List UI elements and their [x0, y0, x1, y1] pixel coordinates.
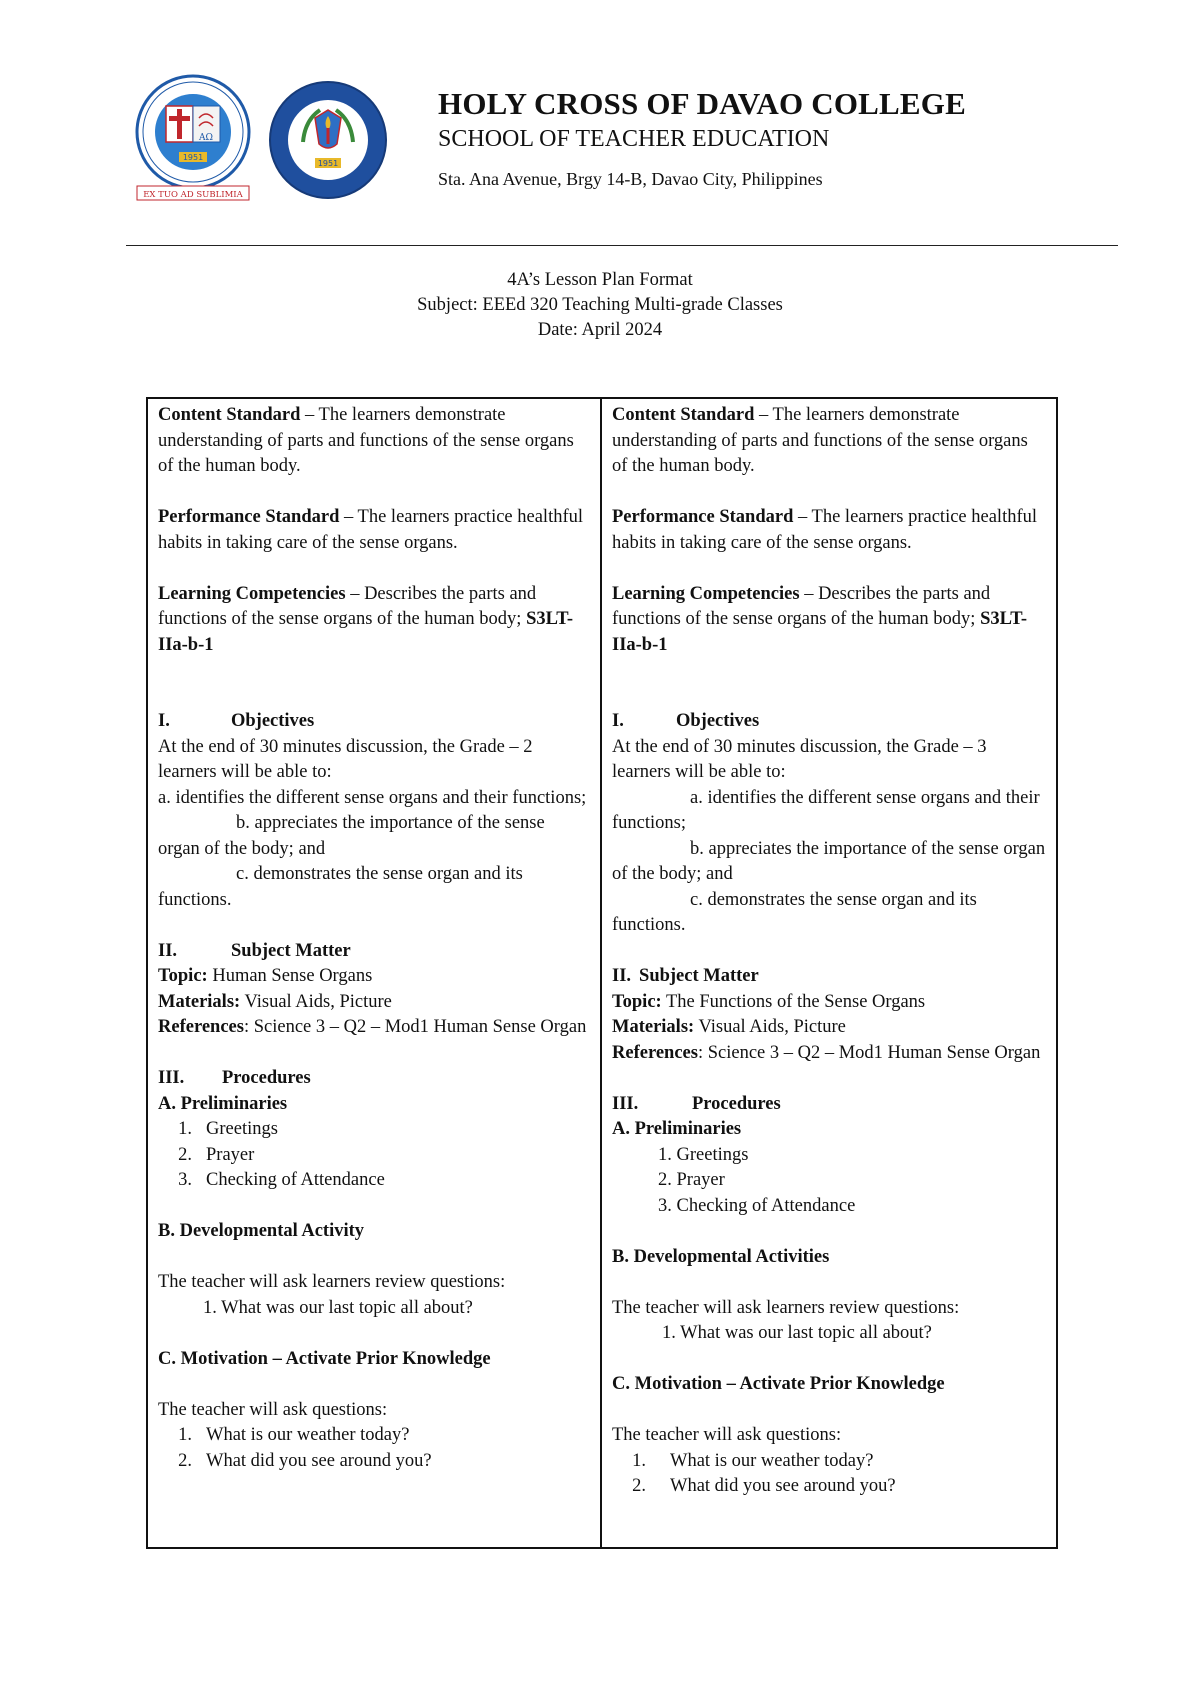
list-text: What is our weather today? [670, 1450, 874, 1471]
materials-value: Visual Aids, Picture [240, 991, 392, 1012]
list-item [158, 1423, 590, 1449]
learning-competencies-text: – Describes the parts and functions of the sense organs of the human body; [158, 583, 537, 629]
references [158, 1015, 590, 1041]
learning-competencies-label: Learning Competencies [612, 583, 800, 604]
list-number: 2. [178, 1144, 192, 1165]
competency-code: S3LT-IIa-b-1 [158, 609, 574, 655]
plan-format: 4A’s Lesson Plan Format [507, 270, 693, 290]
topic [158, 964, 590, 990]
objective-c: c. demonstrates the sense organ and its functions. [158, 864, 523, 910]
list-item: 3. Checking of Attendance [658, 1195, 856, 1216]
developmental-text: The teacher will ask learners review questions: [158, 1272, 506, 1292]
list-item [612, 1474, 1046, 1500]
objectives-title: Objectives [676, 711, 760, 731]
learning-competencies [612, 582, 1046, 659]
subject-matter-heading [158, 939, 590, 965]
list-number: 1. [632, 1450, 646, 1471]
procedures-number: III. [158, 1068, 185, 1088]
review-question: 1. What was our last topic all about? [203, 1297, 473, 1318]
grade-2-column [148, 399, 602, 1547]
references-label: References [612, 1042, 698, 1063]
references-label: References [158, 1017, 244, 1037]
learning-competencies [158, 582, 590, 659]
list-number: 1. [178, 1119, 192, 1139]
motivation-title: C. Motivation – Activate Prior Knowledge [612, 1374, 945, 1394]
college-name: HOLY CROSS OF DAVAO COLLEGE [438, 86, 966, 121]
objectives-heading [612, 709, 1046, 735]
logo1-alpha-omega: AΩ [199, 133, 213, 143]
list-text: What is our weather today? [206, 1425, 410, 1445]
topic-label: Topic: [158, 966, 208, 986]
teacher-education-seal-logo [265, 80, 391, 200]
objectives-heading [158, 709, 590, 735]
procedures-number: III. [612, 1093, 639, 1114]
list-text: What did you see around you? [206, 1450, 432, 1471]
topic-label: Topic: [612, 991, 662, 1012]
motivation-heading [612, 1372, 1046, 1398]
objective-a: a. identifies the different sense organs and their functions; [612, 787, 1040, 833]
developmental-text: The teacher will ask learners review questions: [612, 1297, 960, 1318]
subject-matter-number: II. [612, 966, 632, 986]
motivation-title: C. Motivation – Activate Prior Knowledge [158, 1348, 491, 1369]
plan-subject: Subject: EEEd 320 Teaching Multi-grade Classes [417, 295, 783, 315]
preliminaries-heading [612, 1117, 1046, 1143]
list-item [158, 1143, 590, 1169]
procedures-heading [158, 1066, 590, 1092]
letterhead [438, 84, 966, 190]
list-text: Prayer [206, 1144, 255, 1165]
content-standard-label: Content Standard [612, 405, 755, 425]
list-text: What did you see around you? [670, 1476, 896, 1496]
list-number: 1. [178, 1425, 192, 1445]
list-item: 1. Greetings [658, 1144, 749, 1165]
logo1-year: 1951 [182, 153, 204, 162]
learning-competencies-label: Learning Competencies [158, 583, 346, 604]
references-value: : Science 3 – Q2 – Mod1 Human Sense Organ [697, 1042, 1041, 1063]
grade-3-column [602, 399, 1056, 1547]
motivation-heading [158, 1347, 590, 1373]
topic-value: The Functions of the Sense Organs [661, 991, 926, 1012]
subject-matter-title: Subject Matter [639, 966, 759, 986]
objective-b: b. appreciates the importance of the sense organ of the body; and [612, 838, 1046, 884]
references-value: : Science 3 – Q2 – Mod1 Human Sense Organ [243, 1017, 587, 1037]
procedures-title: Procedures [222, 1068, 311, 1088]
plan-header [0, 268, 1200, 343]
competency-code: S3LT-IIa-b-1 [612, 609, 1028, 655]
review-question: 1. What was our last topic all about? [662, 1323, 932, 1343]
materials [158, 990, 590, 1016]
subject-matter-number: II. [158, 940, 178, 961]
preliminaries-title: A. Preliminaries [612, 1119, 742, 1139]
list-number: 3. [178, 1170, 192, 1190]
list-number: 2. [632, 1476, 646, 1496]
objective-b: b. appreciates the importance of the sense organ of the body; and [158, 813, 545, 859]
learning-competencies-text: – Describes the parts and functions of the sense organs of the human body; [612, 583, 991, 629]
subject-matter-heading [612, 964, 1046, 990]
objectives-intro: At the end of 30 minutes discussion, the Grade – 3 learners will be able to: [612, 736, 987, 782]
logo2-year: 1951 [317, 159, 339, 168]
topic-value: Human Sense Organs [207, 966, 373, 986]
content-standard [612, 403, 1046, 480]
developmental-heading [612, 1245, 1046, 1271]
content-standard-text: – The learners demonstrate understanding of parts and functions of the sense organs of the human body. [612, 405, 1028, 476]
motivation-text: The teacher will ask questions: [158, 1399, 388, 1420]
content-standard-label: Content Standard [158, 405, 301, 425]
objectives-title: Objectives [231, 711, 315, 731]
materials-value: Visual Aids, Picture [694, 1017, 846, 1037]
objective-c: c. demonstrates the sense organ and its functions. [612, 889, 977, 935]
list-number: 2. [178, 1450, 192, 1471]
objectives-number: I. [158, 711, 170, 731]
header-divider [126, 245, 1118, 246]
list-item [158, 1449, 590, 1475]
preliminaries-title: A. Preliminaries [158, 1093, 288, 1114]
content-standard [158, 403, 590, 480]
topic [612, 990, 1046, 1016]
performance-standard-text: – The learners practice healthful habits in taking care of the sense organs. [612, 507, 1038, 553]
objective-a: a. identifies the different sense organs and their functions; [158, 787, 587, 808]
motivation-text: The teacher will ask questions: [612, 1425, 842, 1445]
developmental-title: B. Developmental Activity [158, 1221, 365, 1241]
plan-date: Date: April 2024 [537, 320, 663, 340]
objectives-intro: At the end of 30 minutes discussion, the Grade – 2 learners will be able to: [158, 736, 533, 782]
materials [612, 1015, 1046, 1041]
materials-label: Materials: [612, 1017, 695, 1037]
subject-matter-title: Subject Matter [231, 940, 351, 961]
lesson-plan-table [146, 397, 1058, 1549]
performance-standard-label: Performance Standard [158, 507, 340, 527]
developmental-title: B. Developmental Activities [612, 1246, 830, 1267]
list-item: 2. Prayer [658, 1170, 725, 1190]
procedures-title: Procedures [692, 1093, 781, 1114]
content-standard-text: – The learners demonstrate understanding of parts and functions of the sense organs of the human body. [158, 405, 574, 476]
performance-standard [612, 505, 1046, 556]
objectives-number: I. [612, 711, 624, 731]
address: Sta. Ana Avenue, Brgy 14-B, Davao City, Philippines [438, 169, 823, 189]
logo1-motto: EX TUO AD SUBLIMIA [143, 190, 243, 200]
performance-standard-text: – The learners practice healthful habits in taking care of the sense organs. [158, 507, 584, 553]
list-item [612, 1449, 1046, 1475]
list-item [158, 1168, 590, 1194]
preliminaries-heading [158, 1092, 590, 1118]
list-item [158, 1117, 590, 1143]
materials-label: Materials: [158, 991, 241, 1012]
school-name: SCHOOL OF TEACHER EDUCATION [438, 126, 830, 152]
list-text: Greetings [206, 1119, 278, 1139]
performance-standard [158, 505, 590, 556]
references [612, 1041, 1046, 1067]
developmental-heading [158, 1219, 590, 1245]
college-seal-logo [133, 74, 253, 204]
list-text: Checking of Attendance [206, 1170, 385, 1190]
performance-standard-label: Performance Standard [612, 507, 794, 527]
procedures-heading [612, 1092, 1046, 1118]
